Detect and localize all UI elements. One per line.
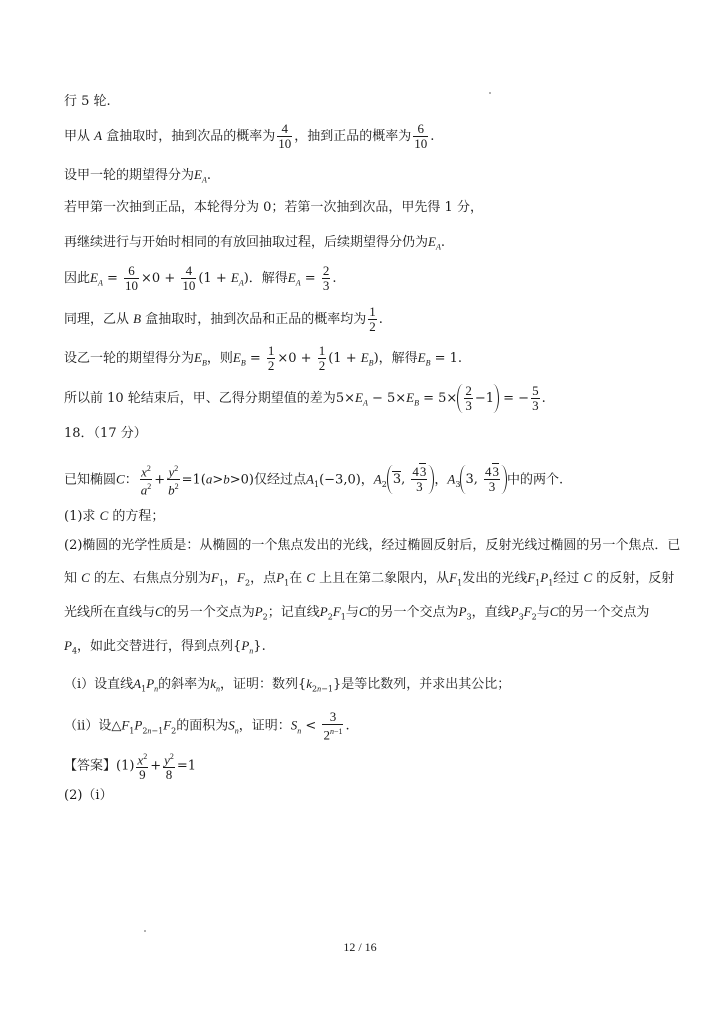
text-line-18: （ⅱ）设$\triangle F_1P_{2n-1}F_2$的面积为$S_n$，证明：$S_n$ < $\frac{3}{2^{n-1}}$ . [64,709,350,743]
text-line-14: 知 C 的左、右焦点分别为$F_1$，$F_2$，点$P_1$在 C 上且在第二象限内，从$F_1$发出的光线$F_1P_1$经过 C 的反射，反射 [64,570,675,588]
answer-line: 【答案】(1) $\frac{x^2}{9}$ + $\frac{y^2}{8}$ =1 [64,752,197,783]
text-line-7: 同理，乙从 B 盒抽取时，抽到次品和正品的概率均为 $\frac{1}{2}$ . [64,304,383,334]
text-line-4: 若甲第一次抽到正品，本轮得分为 0；若第一次抽到次品，甲先得 1 分， [64,200,483,215]
question-number: 18．（17 分） [64,426,147,441]
text-line-2: 甲从 A 盒抽取时，抽到次品的概率为 $\frac{4}{10}$ ，抽到正品的概率为 $\frac{6}{10}$ . [64,121,435,151]
text-line-1: 行 5 轮. [64,94,111,109]
text-line-12: (1)求 C 的方程； [64,508,165,524]
text-line-16: $P_4$，如此交替进行，得到点列$\{P_n\}$. [64,638,266,656]
scan-dot [489,92,491,94]
text-line-5: 再继续进行与开始时相同的有放回抽取过程，后续期望得分仍为$E_A$. [64,234,445,252]
text-line-15: 光线所在直线与C的另一个交点为$P_2$；记直线$P_2F_1$与C的另一个交点为$P_3$，直线$P_3F_2$与C的另一个交点为 [64,604,650,622]
text-line-8: 设乙一轮的期望得分为$E_B$，则$E_B$ = $\frac{1}{2}$ ×0 + $\frac{1}{2}$ $(1 + E_B)$，解得$E_B = 1$. [64,343,463,373]
page-number: 12 / 16 [343,940,377,954]
text-line-13: (2)椭圆的光学性质是：从椭圆的一个焦点发出的光线，经过椭圆反射后，反射光线过椭圆的另一个焦点．已 [64,538,681,553]
fraction: $\frac{4}{10}$ [278,121,292,151]
fraction: $\frac{6}{10}$ [414,121,428,151]
text-line-17: （ⅰ）设直线$A_1P_n$的斜率为$k_n$，证明：数列$\{k_{2n-1}\}$是等比数列，并求出其公比； [64,676,511,694]
text-line-6: 因此$E_A$ = $\frac{6}{10}$ ×0 + $\frac{4}{10}$ $(1 + E_A)$．解得$E_A$ = $\frac{2}{3}$ . [64,263,337,293]
text-line-20: (2)（ⅰ） [64,788,113,803]
scan-dot [144,930,146,932]
text-line-3: 设甲一轮的期望得分为$E_A$. [64,167,211,185]
text-line-11: 已知椭圆C： $\frac{x^2}{a^2}$ + $\frac{y^2}{b^2}$ =1(a>b>0)仅经过点$A_1(-3,0)$，$A_2$ 3, $\frac{43}{3}$ ，$A_3$ 3, $\frac{43}{3}$ 中的两个. [64,464,564,498]
text-line-9: 所以前 10 轮结束后，甲、乙得分期望值的差为$5\times E_A - 5\times E_B = 5\times$ $\frac{2}{3}$ −1 = − $\frac{5}{3}$ . [64,383,546,413]
